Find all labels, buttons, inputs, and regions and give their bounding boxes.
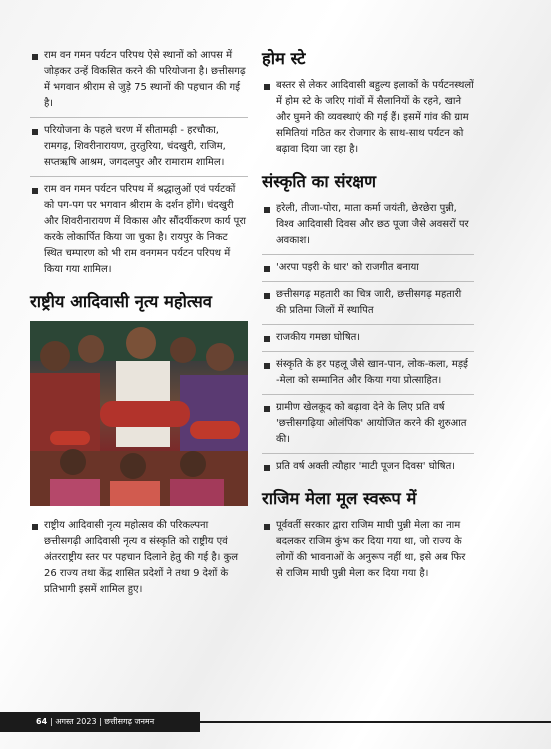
list-item: परियोजना के पहले चरण में सीतामढ़ी - हरचौका, रामगढ़, शिवरीनारायण, तुरतुरिया, चंदखुरी, राजिम, सप्तऋषि आश्रम, जगदलपुर और रामाराम शामिल।: [30, 123, 248, 177]
section-heading-homestay: होम स्टे: [262, 49, 306, 68]
section-heading-tribal-dance: राष्ट्रीय आदिवासी नृत्य महोत्सव: [30, 292, 212, 311]
list-item: राम वन गमन पर्यटन परिपथ ऐसे स्थानों को आपस में जोड़कर उन्हें विकसित करने की परियोजना है। छत्तीसगढ़ में भगवान श्रीराम से जुड़े 75 स्थानों की पहचान की गई है।: [30, 48, 248, 118]
page-number: 64: [36, 717, 48, 726]
section-heading-culture: संस्कृति का संरक्षण: [262, 172, 377, 191]
footer-bar: 64 | अगस्त 2023 | छत्तीसगढ़ जनमन: [0, 712, 200, 732]
list-item: ग्रामीण खेलकूद को बढ़ावा देने के लिए प्रति वर्ष 'छत्तीसगढ़िया ओलंपिक' आयोजित करने की शुरुआत की।: [262, 400, 474, 454]
publication-name: छत्तीसगढ़ जनमन: [104, 717, 155, 726]
list-item: प्रति वर्ष अक्ती त्यौहार 'माटी पूजन दिवस' घोषित।: [262, 459, 474, 480]
page-footer: [0, 712, 551, 734]
list-item: 'अरपा पइरी के धार' को राजगीत बनाया: [262, 260, 474, 282]
right-column: [262, 48, 474, 592]
list-item: बस्तर से लेकर आदिवासी बहुल्य इलाकों के पर्यटनस्थलों में होम स्टे के जरिए गांवों में सैलानियों के रहने, खाने और घुमने की व्यवस्थाएं की गई हैं। इसमें गांव की ग्राम समितियां गठित कर रोजगार के साथ-साथ पर्यटन को बढ़ावा दिया जा रहा है।: [262, 78, 474, 163]
list-item: राम वन गमन पर्यटन परिपथ में श्रद्धालुओं एवं पर्यटकों को पग-पग पर भगवान श्रीराम के दर्शन होंगे। चंदखुरी और शिवरीनारायण में विकास और सौंदर्यीकरण कार्य पूरा करके लोकार्पित किया जा चुका है। रायपुर के निकट स्थित चम्पारण को भी राम वनगमन पर्यटन परिपथ में किया गया शामिल।: [30, 182, 248, 283]
list-item: हरेली, तीजा-पोरा, माता कर्मा जयंती, छेरछेरा पुन्नी, विश्व आदिवासी दिवस और छठ पूजा जैसे अवसरों पर अवकाश।: [262, 201, 474, 255]
footer-rule: [200, 721, 551, 723]
list-item: राष्ट्रीय आदिवासी नृत्य महोत्सव की परिकल्पना छत्तीसगढ़ी आदिवासी नृत्य व संस्कृति को राष्ट्रीय एवं अंतरराष्ट्रीय स्तर पर पहचान दिलाने हेतु की गई है। कुल 26 राज्य तथा केंद्र शासित प्रदेशों ने तथा 9 देशों के प्रतिभागी इसमें शामिल हुए।: [30, 518, 248, 603]
list-item: पूर्ववर्ती सरकार द्वारा राजिम माघी पुन्नी मेला का नाम बदलकर राजिम कुंभ कर दिया गया था, जो राज्य के लोगों की भावनाओं के अनुरूप नहीं था, इसे अब फिर से राजिम माघी पुन्नी मेला कर दिया गया है।: [262, 518, 474, 587]
list-item: संस्कृति के हर पहलू जैसे खान-पान, लोक-कला, मड़ई -मेला को सम्मानित और किया गया प्रोत्साहित।: [262, 357, 474, 395]
tribal-dance-photo: [30, 321, 248, 506]
issue-date: अगस्त 2023: [55, 717, 97, 726]
list-item: राजकीय गमछा घोषित।: [262, 330, 474, 352]
list-item: छत्तीसगढ़ महतारी का चित्र जारी, छत्तीसगढ़ महतारी की प्रतिमा जिलों में स्थापित: [262, 287, 474, 325]
section-heading-rajim: राजिम मेला मूल स्वरूप में: [262, 489, 417, 508]
left-column: [30, 48, 248, 608]
